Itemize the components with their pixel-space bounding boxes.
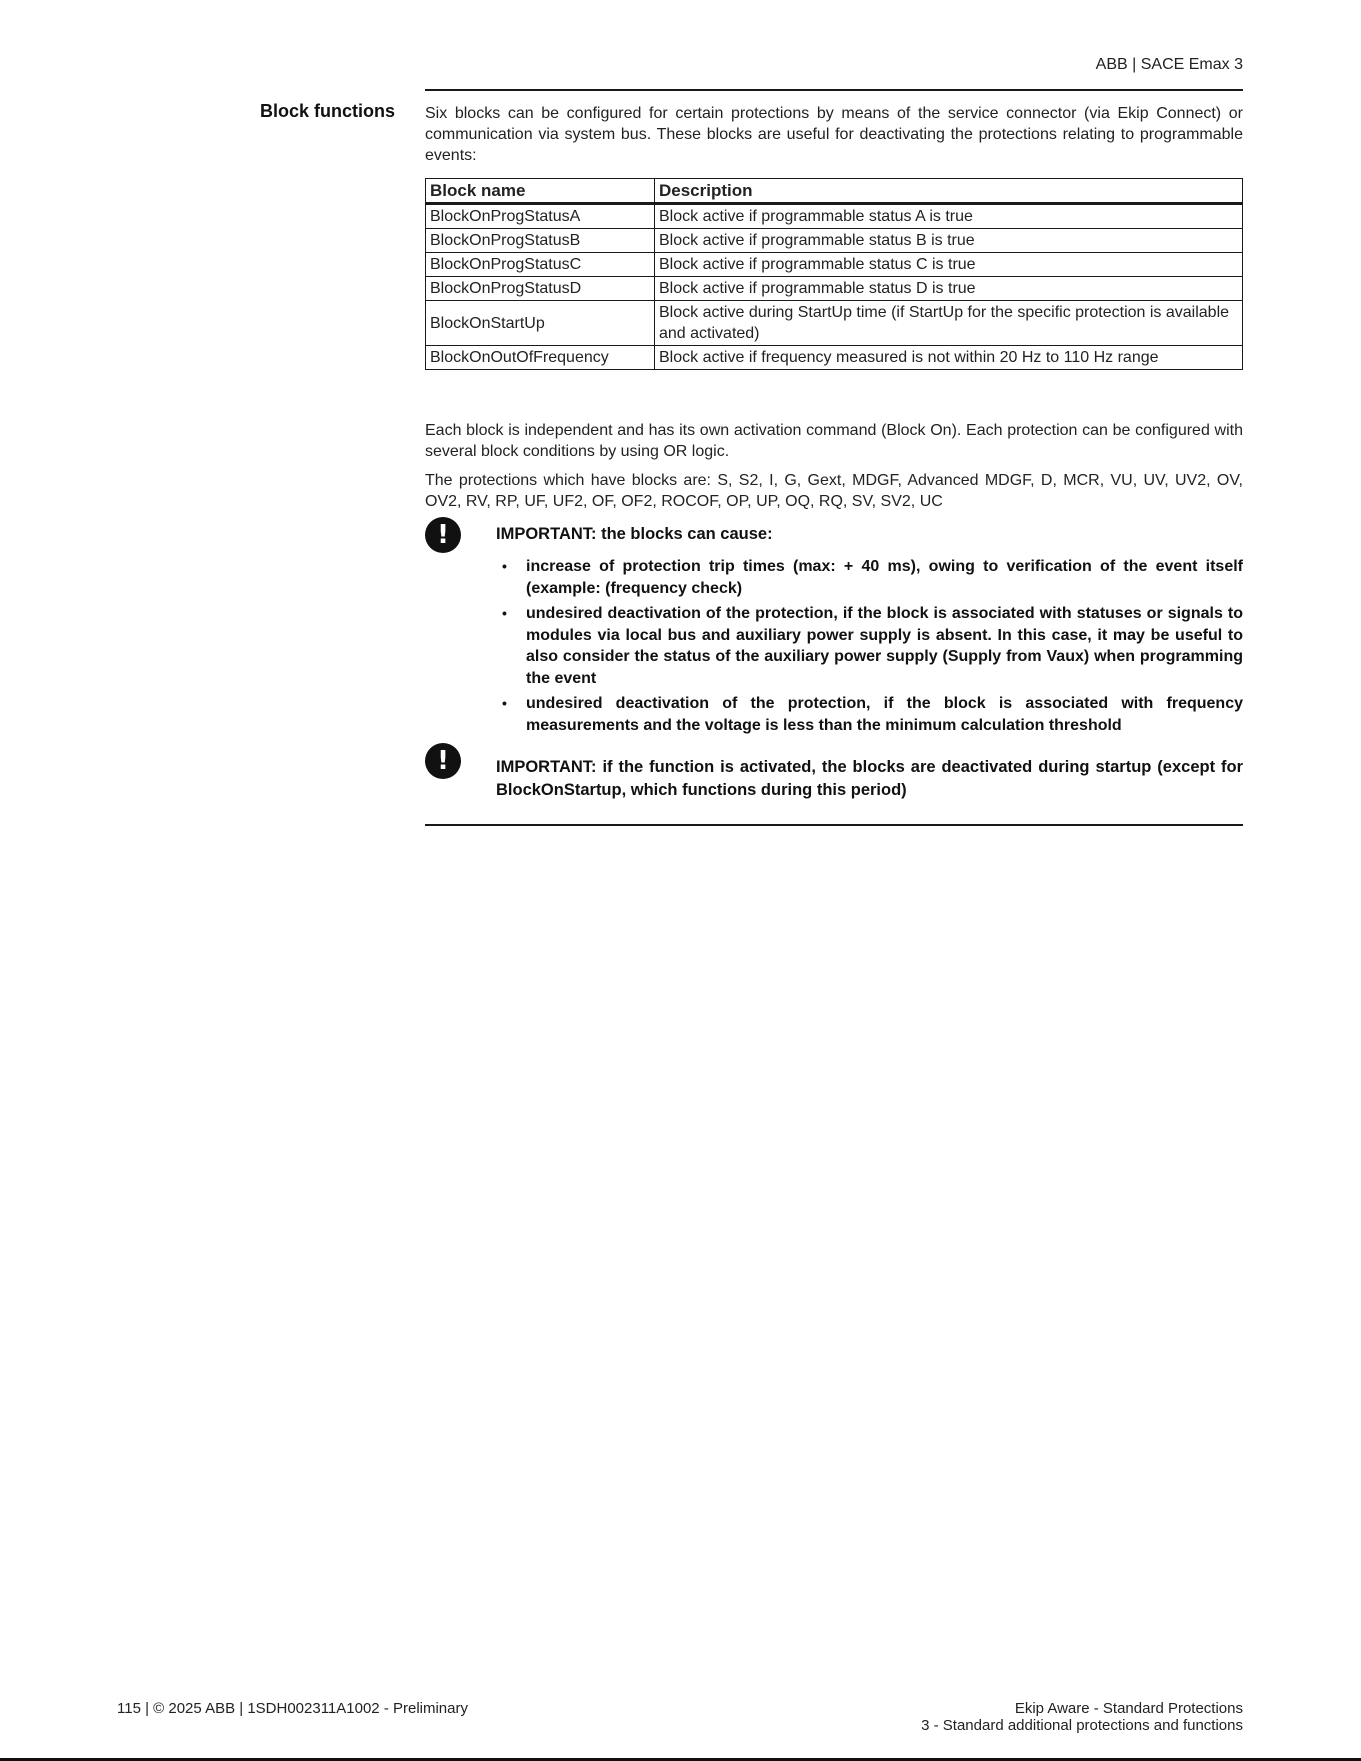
- table-header-row: [426, 179, 1243, 204]
- exclamation-icon: !: [425, 743, 461, 779]
- block-name-cell: BlockOnProgStatusB: [426, 229, 655, 253]
- description-cell: Block active during StartUp time (if StartUp for the specific protection is available and activated): [655, 301, 1243, 346]
- footer-chapter-info: [921, 1700, 1243, 1734]
- header-brand: ABB | SACE Emax 3: [1095, 56, 1243, 73]
- footer-document-title: Ekip Aware - Standard Protections: [1014, 1700, 1243, 1717]
- bottom-rule: [425, 824, 1243, 826]
- footer-page-info: 115 | © 2025 ABB | 1SDH002311A1002 - Preliminary: [117, 1700, 468, 1717]
- list-item: • undesired deactivation of the protection, if the block is associated with frequency measurements and the voltage is less than the minimum calculation threshold: [496, 693, 1243, 736]
- description-cell: Block active if programmable status B is true: [655, 229, 1243, 253]
- description-cell: Block active if frequency measured is not within 20 Hz to 110 Hz range: [655, 346, 1243, 370]
- table-row: [426, 346, 1243, 370]
- column-header-block-name: Block name: [426, 179, 655, 204]
- section-title: Block functions: [260, 101, 396, 121]
- description-cell: Block active if programmable status A is true: [655, 204, 1243, 229]
- block-name-cell: BlockOnStartUp: [426, 301, 655, 346]
- block-name-cell: BlockOnOutOfFrequency: [426, 346, 655, 370]
- table-row: [426, 253, 1243, 277]
- block-name-cell: BlockOnProgStatusC: [426, 253, 655, 277]
- description-cell: Block active if programmable status D is true: [655, 277, 1243, 301]
- footer-chapter-title: 3 - Standard additional protections and functions: [921, 1717, 1243, 1734]
- exclamation-icon: !: [425, 517, 461, 553]
- warning-list: [496, 556, 1243, 740]
- warning-heading: IMPORTANT: the blocks can cause:: [496, 525, 773, 543]
- startup-warning-text: IMPORTANT: if the function is activated, the blocks are deactivated during startup (except for BlockOnStartup, which functions during this period): [496, 758, 1243, 799]
- table-row: [426, 229, 1243, 253]
- intro-paragraph: Six blocks can be configured for certain protections by means of the service connector (via Ekip Connect) or communication via system bus. These blocks are useful for deactivating the protections relating to programmable events:: [425, 105, 1243, 164]
- table-row: [426, 277, 1243, 301]
- description-cell: Block active if programmable status C is true: [655, 253, 1243, 277]
- list-item: • undesired deactivation of the protection, if the block is associated with statuses or signals to modules via local bus and auxiliary power supply is absent. In this case, it may be useful to also consider the status of the auxiliary power supply (Supply from Vaux) when programming the event: [496, 603, 1243, 689]
- block-table: [425, 178, 1243, 370]
- independence-paragraph: Each block is independent and has its own activation command (Block On). Each protection can be configured with several block conditions by using OR logic.: [425, 422, 1243, 460]
- table-row: [426, 204, 1243, 229]
- list-item: • increase of protection trip times (max: + 40 ms), owing to verification of the event itself (example: (frequency check): [496, 556, 1243, 599]
- block-name-cell: BlockOnProgStatusD: [426, 277, 655, 301]
- protections-list-paragraph: The protections which have blocks are: S, S2, I, G, Gext, MDGF, Advanced MDGF, D, MCR, VU, UV, UV2, OV, OV2, RV, RP, UF, UF2, OF, OF2, ROCOF, OP, UP, OQ, RQ, SV, SV2, UC: [425, 472, 1243, 510]
- top-rule: [425, 89, 1243, 91]
- block-name-cell: BlockOnProgStatusA: [426, 204, 655, 229]
- column-header-description: Description: [655, 179, 1243, 204]
- table-row: [426, 301, 1243, 346]
